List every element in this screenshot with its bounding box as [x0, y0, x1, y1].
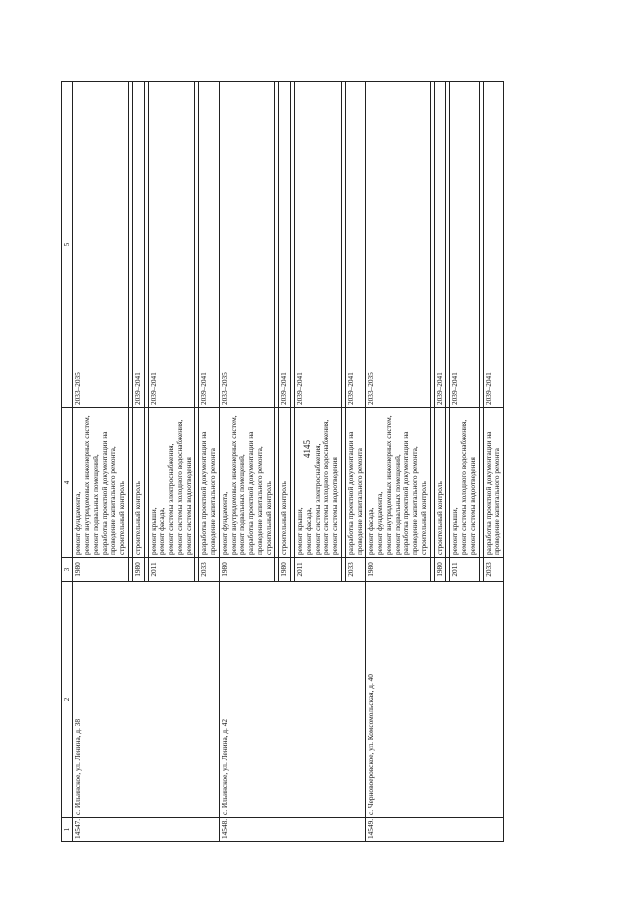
works-cell [148, 408, 195, 558]
work-item: разработка проектной документации на [483, 431, 493, 555]
works-cell [434, 408, 446, 558]
work-item: ремонт внутридомовых инженерных систем, [228, 415, 238, 555]
year-cell: 2033 [199, 558, 220, 582]
works-cell [132, 408, 144, 558]
works-cell [199, 408, 220, 558]
address-cell: с. Ильинское, ул. Ленина, д. 38 [73, 582, 220, 818]
period-item: 2039–2041 [199, 372, 209, 405]
work-item: строительный контроль [117, 481, 127, 555]
work-item: проведение капитального ремонта [492, 448, 502, 555]
row-number: 14549. [366, 818, 504, 842]
work-item: разработка проектной документации на [401, 431, 411, 555]
work-item: проведение капитального ремонта [354, 448, 364, 555]
works-cell [450, 408, 479, 558]
work-item: разработка проектной документации на [99, 431, 109, 555]
period-cell [434, 82, 446, 408]
work-item: ремонт внутридомовых инженерных систем, [82, 415, 92, 555]
period-cell [483, 82, 504, 408]
period-cell [73, 82, 129, 408]
period-cell [148, 82, 195, 408]
year-cell: 1980 [132, 558, 144, 582]
works-cell [295, 408, 342, 558]
work-item: ремонт фасада, [303, 507, 313, 555]
year-cell: 2011 [295, 558, 342, 582]
row-number: 14548. [219, 818, 366, 842]
header-col-4: 4 [62, 408, 73, 558]
work-item: ремонт системы холодного водоснабжения, [321, 419, 331, 555]
work-item: разработка проектной документации на [345, 431, 355, 555]
year-cell: 1980 [73, 558, 129, 582]
work-item: ремонт крыши, [295, 507, 305, 555]
work-item: ремонт подвальных помещений, [237, 454, 247, 555]
table-row [366, 82, 430, 842]
period-item: 2039–2041 [132, 372, 142, 405]
works-cell [279, 408, 291, 558]
period-item: 2039–2041 [483, 372, 493, 405]
period-cell [450, 82, 479, 408]
works-cell [366, 408, 430, 558]
period-item: 2039–2041 [148, 372, 158, 405]
year-cell: 1980 [434, 558, 446, 582]
work-item: ремонт подвальных помещений, [90, 454, 100, 555]
year-cell: 2033 [345, 558, 366, 582]
works-cell [345, 408, 366, 558]
work-item: ремонт крыши, [148, 507, 158, 555]
work-item: ремонт фундамента, [219, 491, 229, 555]
work-item: ремонт фасада, [366, 507, 376, 555]
period-item: 2039–2041 [450, 372, 460, 405]
work-item: ремонт фасада, [157, 507, 167, 555]
table-row [73, 82, 129, 842]
table-row [219, 82, 275, 842]
work-item: ремонт фундамента, [73, 491, 83, 555]
year-cell: 2033 [483, 558, 504, 582]
work-item: разработка проектной документации на [199, 431, 209, 555]
work-item: проведение капитального ремонта, [108, 446, 118, 555]
header-col-5: 5 [62, 82, 73, 408]
period-item: 2039–2041 [279, 372, 289, 405]
work-item: ремонт подвальных помещений, [392, 454, 402, 555]
header-col-1: 1 [62, 818, 73, 842]
address-cell: с. Ильинское, ул. Ленина, д. 42 [219, 582, 366, 818]
period-cell [279, 82, 291, 408]
work-item: строительный контроль [279, 481, 289, 555]
work-item: разработка проектной документации на [246, 431, 256, 555]
header-col-2: 2 [62, 582, 73, 818]
period-cell [132, 82, 144, 408]
work-item: ремонт внутридомовых инженерных систем, [383, 415, 393, 555]
works-cell [483, 408, 504, 558]
work-item: проведение капитального ремонта, [410, 446, 420, 555]
works-cell [73, 408, 129, 558]
work-item: ремонт системы холодного водоснабжения, [174, 419, 184, 555]
header-row [62, 82, 73, 842]
period-cell [366, 82, 430, 408]
work-item: ремонт системы электроснабжения, [312, 443, 322, 555]
work-item: строительный контроль [263, 481, 273, 555]
period-cell [295, 82, 342, 408]
period-cell [345, 82, 366, 408]
work-item: строительный контроль [132, 481, 142, 555]
works-cell [219, 408, 275, 558]
work-item: проведение капитального ремонта [208, 448, 218, 555]
repair-schedule-sheet [61, 82, 579, 842]
work-item: ремонт системы водоотведения [330, 457, 340, 555]
work-item: ремонт системы водоотведения [183, 457, 193, 555]
year-cell: 2011 [148, 558, 195, 582]
period-item: 2039–2041 [345, 372, 355, 405]
year-cell: 1980 [366, 558, 430, 582]
work-item: ремонт системы холодного водоснабжения, [459, 419, 469, 555]
period-item: 2033–2035 [73, 372, 83, 405]
header-col-3: 3 [62, 558, 73, 582]
row-number: 14547. [73, 818, 220, 842]
period-item: 2039–2041 [434, 372, 444, 405]
work-item: ремонт системы водоотведения [467, 457, 477, 555]
address-cell: с. Черновоеровское, ул. Комсомольская, д. 40 [366, 582, 504, 818]
period-item: 2033–2035 [219, 372, 229, 405]
work-item: проведение капитального ремонта, [254, 446, 264, 555]
year-cell: 2011 [450, 558, 479, 582]
work-item: ремонт крыши, [450, 507, 460, 555]
period-cell [199, 82, 220, 408]
year-cell: 1980 [219, 558, 275, 582]
period-item: 2033–2035 [366, 372, 376, 405]
year-cell: 1980 [279, 558, 291, 582]
work-item: строительный контроль [418, 481, 428, 555]
work-item: ремонт системы электроснабжения, [166, 443, 176, 555]
repair-schedule-table [61, 81, 504, 842]
period-cell [219, 82, 275, 408]
work-item: ремонт фундамента, [375, 491, 385, 555]
page-number: 4145 [302, 440, 312, 458]
work-item: строительный контроль [434, 481, 444, 555]
period-item: 2039–2041 [295, 372, 305, 405]
